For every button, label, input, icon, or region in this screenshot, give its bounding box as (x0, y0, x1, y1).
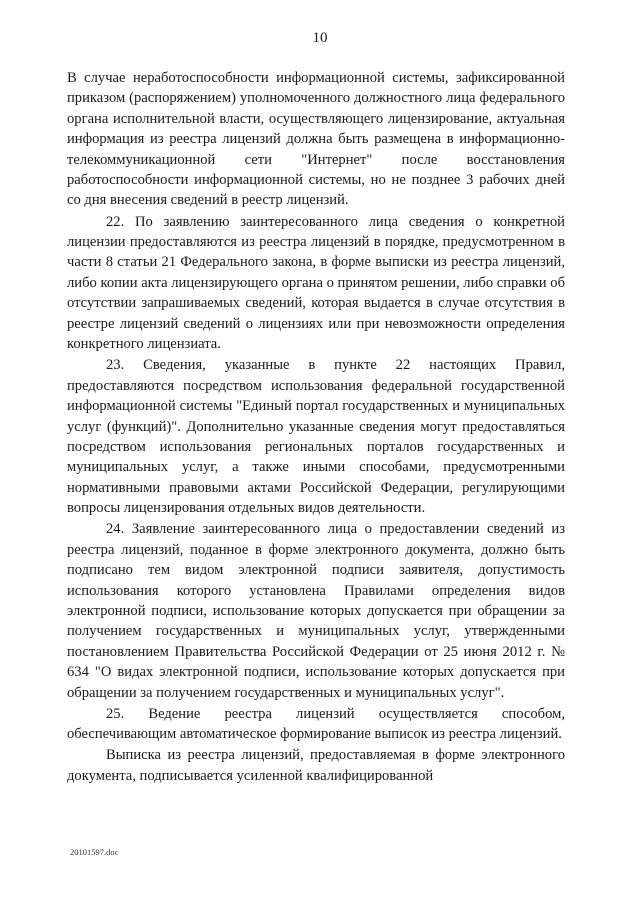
paragraph-25: 25. Ведение реестра лицензий осуществляется способом, обеспечивающим автоматическое формирование выписок из реестра лицензий. (67, 705, 565, 743)
page-number: 10 (312, 30, 328, 46)
paragraph-23: 23. Сведения, указанные в пункте 22 настоящих Правил, предоставляются посредством использования федеральной государственной информационной системы "Единый портал государственных и муниципальных услуг (функций)". Дополнительно указанные сведения могут предоставляться посредством использования региональных порталов государственных и муниципальных услуг, а также иными способами, предусмотренными нормативными правовыми актами Российской Федерации, регулирующими вопросы лицензирования отдельных видов деятельности. (67, 357, 565, 517)
paragraph-24: 24. Заявление заинтересованного лица о предоставлении сведений из реестра лицензий, поданное в форме электронного документа, должно быть подписано тем видом электронной подписи заявителя, допустимость использования которого установлена Правилами определения видов электронной подписи, использование которых допускается при обращении за получением государственных и муниципальных услуг, утвержденными постановлением Правительства Российской Федерации от 25 июня 2012 г. № 634 "О видах электронной подписи, использование которых допускается при обращении за получением государственных и муниципальных услуг". (67, 521, 565, 701)
paragraph-intro: В случае неработоспособности информационной системы, зафиксированной приказом (распоряжением) уполномоченного должностного лица федерального органа исполнительной власти, осуществляющего лицензирование, актуальная информация из реестра лицензий должна быть размещена в информационно-телекоммуникационной сети "Интернет" после восстановления работоспособности информационной системы, но не позднее 3 рабочих дней со дня внесения сведений в реестр лицензий. (67, 70, 565, 209)
paragraph-22: 22. По заявлению заинтересованного лица сведения о конкретной лицензии предоставляются из реестра лицензий в порядке, предусмотренном в части 8 статьи 21 Федерального закона, в форме выписки из реестра лицензий, либо копии акта лицензирующего органа о принятом решении, либо справки об отсутствии запрашиваемых сведений, которая выдается в случае отсутствия в реестре лицензий сведений о лицензиях или при невозможности определения конкретного лицензиата. (67, 213, 565, 353)
paragraph-extract: Выписка из реестра лицензий, предоставляемая в форме электронного документа, подписывается усиленной квалифицированной (67, 747, 565, 784)
document-file-reference: 20101597.doc (70, 847, 119, 857)
document-body (67, 68, 565, 786)
